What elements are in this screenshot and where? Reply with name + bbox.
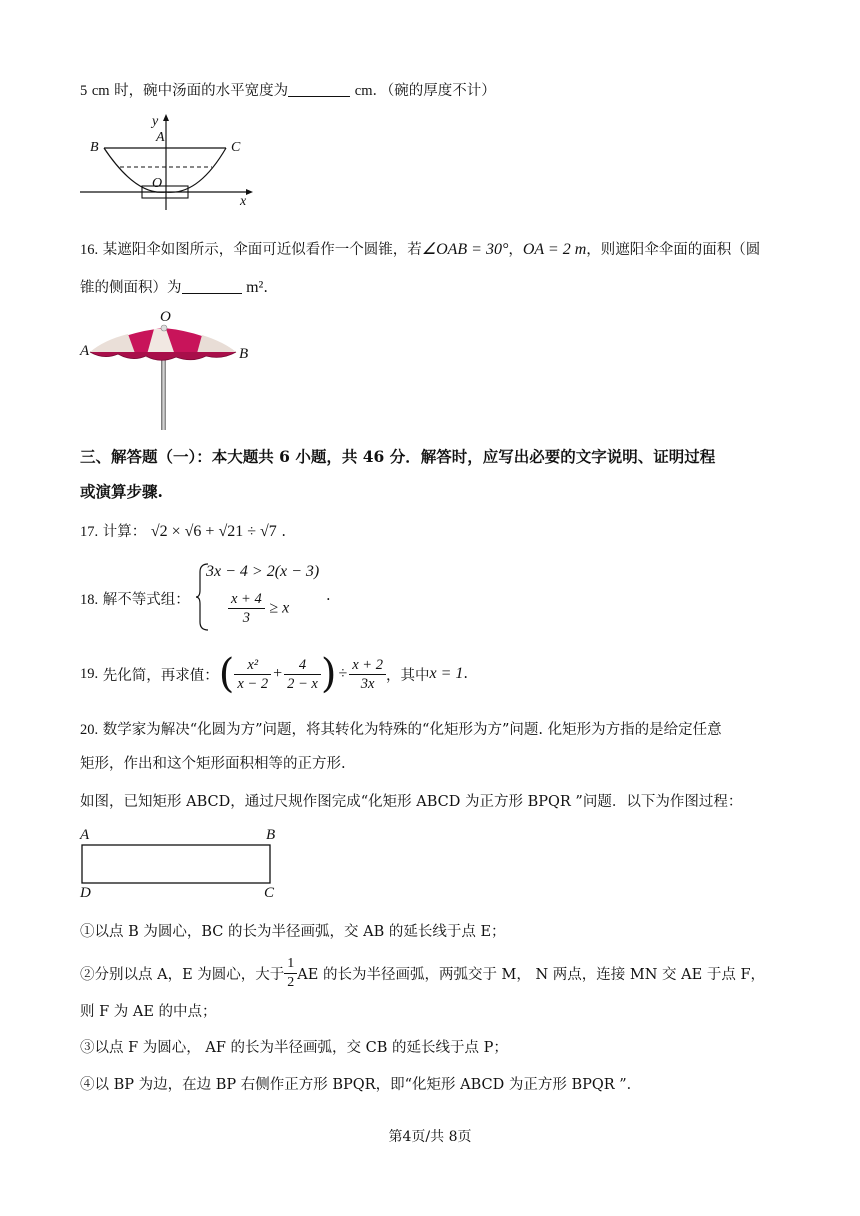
q16-end: . <box>263 280 268 296</box>
q19-left-paren: ( <box>218 651 235 697</box>
rect-label-b: B <box>266 827 276 843</box>
section3-heading-line1: 三、解答题（一）：本大题共 6 小题，共 46 分．解答时，应写出必要的文字说明、证明过程 <box>80 447 716 466</box>
q18-fraction <box>228 590 265 627</box>
q20-step2 <box>80 952 765 994</box>
q18-label: 解不等式组： <box>102 592 190 608</box>
q16-angle: ∠OAB = 30° <box>421 241 509 258</box>
q16-line1 <box>80 238 760 259</box>
bowl-label-y: y <box>152 114 159 129</box>
q15-unit-cm-2: cm <box>354 83 373 99</box>
q20-step2-fraction <box>284 955 297 992</box>
q20-line1 <box>80 718 722 739</box>
q16-unit: m² <box>246 279 264 296</box>
q20-step4: ④以 BP 为边，在边 BP 右侧作正方形 BPQR，即“化矩形 ABCD 为正方形 BPQR ”． <box>80 1077 642 1093</box>
q18-inequality-2 <box>228 590 289 627</box>
section3-heading-line2: 或演算步骤. <box>80 482 163 501</box>
q15-statement: 时，碗中汤面的水平宽度为 <box>109 83 289 99</box>
x-axis-arrow <box>246 189 253 195</box>
rectangle-abcd <box>82 845 270 883</box>
q19-plus: + <box>273 665 283 682</box>
q15-unit-cm: cm <box>91 83 110 99</box>
q19-fraction-3 <box>349 656 386 693</box>
q20-text-line3: 如图，已知矩形 ABCD，通过尺规作图完成“化矩形 ABCD 为正方形 BPQR ”问题．以下为作图过程： <box>80 794 743 810</box>
umbrella-label-b: B <box>239 346 249 362</box>
q19-tail: ，其中 <box>385 667 430 684</box>
q15-answer-blank[interactable] <box>288 96 350 97</box>
q19-f3-denominator: 3x <box>360 675 375 692</box>
bowl-label-a: A <box>156 130 165 145</box>
q17-number: 17. <box>80 524 99 540</box>
q18-fraction-denominator: 3 <box>242 610 250 626</box>
umbrella-figure <box>84 314 254 434</box>
q20-text-line1: 数学家为解决“化圆为方”问题，将其转化为特殊的“化矩形为方”问题. 化矩形为方指的是给定任意 <box>102 722 722 738</box>
q18-inequality-1: 3x − 4 > 2(x − 3) <box>206 563 320 580</box>
q19-f1-denominator: x − 2 <box>237 675 269 692</box>
q20-number: 20. <box>80 722 99 738</box>
page-footer: 第4页/共 8页 <box>388 1129 472 1145</box>
q17-end: . <box>281 524 287 540</box>
y-axis-arrow <box>163 114 169 121</box>
q16-comma: ， <box>508 242 523 258</box>
q16-answer-blank[interactable] <box>182 293 242 294</box>
q16-text-line2: 锥的侧面积）为 <box>80 280 182 296</box>
q18-fraction-numerator: x + 4 <box>228 590 265 609</box>
q19-end: . <box>463 666 468 682</box>
bowl-label-x: x <box>240 194 247 209</box>
q19-fraction-1 <box>234 656 271 693</box>
q18-relation: ≥ x <box>269 599 290 617</box>
rect-label-a: A <box>80 827 90 843</box>
q20-step2-b: AE 的长为半径画弧，两弧交于 M， N 两点，连接 MN 交 AE 于点 F， <box>297 966 766 983</box>
q19-f2-numerator: 4 <box>284 656 321 675</box>
q18-label-line <box>80 588 190 609</box>
q20-step2-fraction-num: 1 <box>284 955 297 974</box>
q20-step2-fraction-den: 2 <box>287 974 295 990</box>
bowl-figure <box>76 112 256 212</box>
q19-label: 先化简，再求值： <box>102 667 219 684</box>
rect-label-c: C <box>264 885 275 901</box>
q19-f2-denominator: 2 − x <box>287 675 318 692</box>
umbrella-label-o: O <box>160 309 171 325</box>
q20-step1: ①以点 B 为圆心，BC 的长为半径画弧，交 AB 的延长线于点 E； <box>80 924 506 940</box>
bowl-label-b: B <box>90 140 99 155</box>
bowl-label-o: O <box>152 176 163 191</box>
q16-oa: OA = 2 m <box>522 241 587 258</box>
q15-note: ．（碗的厚度不计） <box>372 83 496 99</box>
q20-text-line2: 矩形，作出和这个矩形面积相等的正方形. <box>80 756 346 772</box>
canopy-scallop <box>90 352 236 360</box>
q15-lead: 5 <box>80 83 88 99</box>
q19-condition: x = 1 <box>429 665 464 682</box>
umbrella-label-a: A <box>80 343 90 359</box>
bowl-label-c: C <box>231 140 241 155</box>
q17 <box>80 520 286 541</box>
q16-text-a: 某遮阳伞如图所示，伞面可近似看作一个圆锥，若 <box>102 242 422 258</box>
q19-number: 19. <box>80 665 99 682</box>
q19-f1-numerator: x² <box>234 656 271 675</box>
q20-step2-a: ②分别以点 A，E 为圆心，大于 <box>80 966 285 983</box>
q18-number: 18. <box>80 592 99 608</box>
q17-expression: √2 × √6 + √21 ÷ √7 <box>150 523 277 540</box>
q20-step3: ③以点 F 为圆心， AF 的长为半径画弧，交 CB 的延长线于点 P； <box>80 1040 508 1056</box>
rect-label-d: D <box>80 885 91 901</box>
q18-end: . <box>326 588 331 604</box>
q19 <box>80 648 468 700</box>
q19-divide: ÷ <box>338 665 348 682</box>
q16-line2 <box>80 276 268 297</box>
q20-step2-c: 则 F 为 AE 的中点； <box>80 1004 217 1020</box>
rectangle-figure <box>80 843 280 885</box>
q16-number: 16. <box>80 242 99 258</box>
q19-f3-numerator: x + 2 <box>349 656 386 675</box>
q17-label: 计算： <box>102 524 147 540</box>
q19-fraction-2 <box>284 656 321 693</box>
q15-text <box>80 79 496 100</box>
q19-right-paren: ) <box>320 651 337 697</box>
q16-text-b: ，则遮阳伞伞面的面积（圆 <box>586 242 761 258</box>
